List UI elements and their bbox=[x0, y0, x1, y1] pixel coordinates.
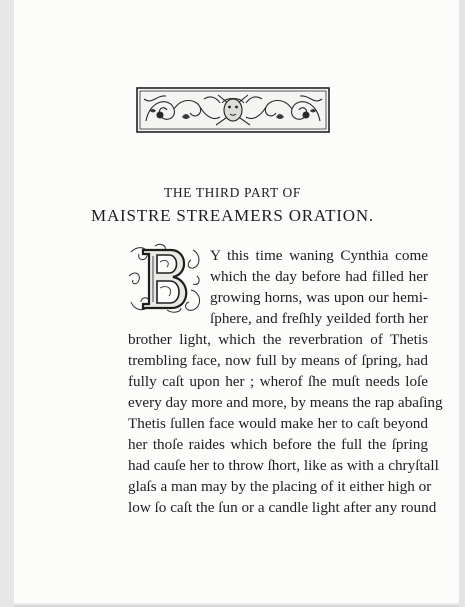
page-edge-right bbox=[459, 0, 465, 607]
text-line: Thetis ſullen face would make her to caſt beyond bbox=[128, 415, 428, 432]
text-line: brother light, which the reverbration of Thetis bbox=[128, 331, 428, 348]
text-line: which the day before had filled her bbox=[210, 268, 428, 285]
text-line: growing horns, was upon our hemi- bbox=[210, 289, 428, 306]
page-edge-bottom bbox=[14, 603, 459, 607]
text-line: her thoſe raides which before the full the ſpring bbox=[128, 436, 428, 453]
text-line: Y this time waning Cynthia come bbox=[210, 247, 428, 264]
text-line: glaſs a man may by the placing of it either high or bbox=[128, 478, 432, 495]
text-line: low ſo caſt the ſun or a candle light after any round bbox=[128, 499, 437, 516]
headpiece-ornament bbox=[136, 87, 330, 133]
text-line: trembling face, now full by means of ſpring, had bbox=[128, 352, 428, 369]
page-edge-left bbox=[0, 0, 14, 607]
text-line: had cauſe her to throw ſhort, like as with a chryſtall bbox=[128, 457, 439, 474]
text-line: fully caſt upon her ; wherof ſhe muſt needs loſe bbox=[128, 373, 428, 390]
text-line: every day more and more, by means the rap abaſing bbox=[128, 394, 443, 411]
text-line: ſphere, and freſhly yeilded forth her bbox=[210, 310, 428, 327]
part-heading: THE THIRD PART OF bbox=[163, 185, 302, 200]
chapter-title: MAISTRE STREAMERS ORATION. bbox=[91, 206, 374, 225]
decorated-initial bbox=[127, 242, 204, 315]
